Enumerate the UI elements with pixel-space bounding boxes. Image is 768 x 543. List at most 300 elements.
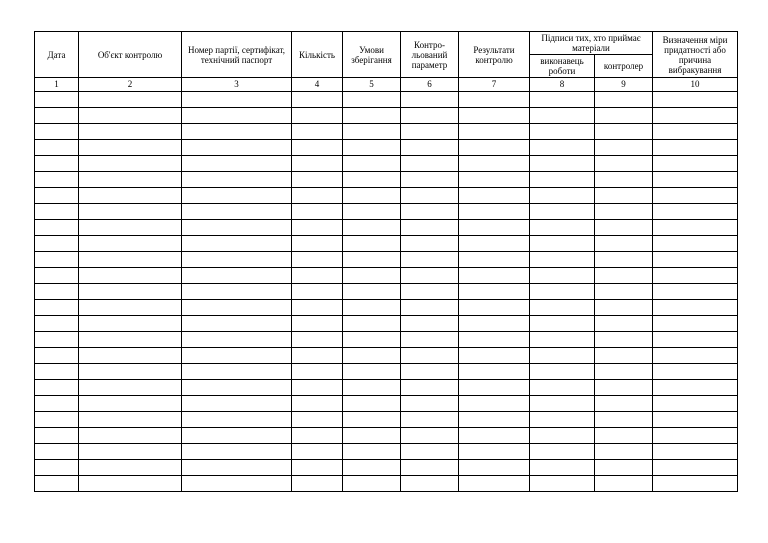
table-cell[interactable] — [79, 300, 182, 316]
table-cell[interactable] — [182, 172, 292, 188]
table-cell[interactable] — [459, 348, 530, 364]
table-cell[interactable] — [401, 476, 459, 492]
table-row — [35, 156, 738, 172]
table-cell[interactable] — [595, 380, 653, 396]
table-cell[interactable] — [459, 380, 530, 396]
table-cell[interactable] — [343, 252, 401, 268]
table-cell[interactable] — [401, 108, 459, 124]
table-cell[interactable] — [459, 156, 530, 172]
table-cell[interactable] — [653, 108, 738, 124]
table-cell[interactable] — [595, 252, 653, 268]
table-cell[interactable] — [182, 156, 292, 172]
table-cell[interactable] — [459, 220, 530, 236]
table-cell[interactable] — [35, 252, 79, 268]
table-row — [35, 444, 738, 460]
table-cell[interactable] — [35, 284, 79, 300]
table-cell[interactable] — [35, 220, 79, 236]
table-cell[interactable] — [595, 92, 653, 108]
table-cell[interactable] — [653, 188, 738, 204]
table-cell[interactable] — [292, 396, 343, 412]
table-cell[interactable] — [401, 460, 459, 476]
table-cell[interactable] — [343, 332, 401, 348]
table-cell[interactable] — [459, 300, 530, 316]
header-row — [35, 32, 738, 55]
table-cell[interactable] — [595, 268, 653, 284]
table-cell[interactable] — [401, 140, 459, 156]
table-cell[interactable] — [292, 284, 343, 300]
table-cell[interactable] — [401, 92, 459, 108]
table-cell[interactable] — [79, 428, 182, 444]
table-cell[interactable] — [401, 348, 459, 364]
table-cell[interactable] — [530, 476, 595, 492]
table-cell[interactable] — [401, 396, 459, 412]
table-cell[interactable] — [292, 204, 343, 220]
table-cell[interactable] — [182, 204, 292, 220]
table-cell[interactable] — [530, 140, 595, 156]
table-cell[interactable] — [653, 428, 738, 444]
table-cell[interactable] — [343, 284, 401, 300]
table-cell[interactable] — [182, 108, 292, 124]
inspection-journal-table — [34, 31, 738, 492]
table-cell[interactable] — [182, 300, 292, 316]
column-number: 5 — [343, 78, 401, 92]
table-cell[interactable] — [35, 364, 79, 380]
table-row — [35, 236, 738, 252]
table-cell[interactable] — [653, 172, 738, 188]
table-row — [35, 380, 738, 396]
table-cell[interactable] — [459, 476, 530, 492]
table-cell[interactable] — [595, 396, 653, 412]
table-cell[interactable] — [35, 172, 79, 188]
table-cell[interactable] — [79, 172, 182, 188]
table-cell[interactable] — [530, 92, 595, 108]
table-cell[interactable] — [79, 284, 182, 300]
header-batch: Номер партії, сертифікат, технічний паспорт — [182, 32, 292, 78]
table-cell[interactable] — [182, 460, 292, 476]
header-parameter: Контро-льований параметр — [401, 32, 459, 78]
table-cell[interactable] — [401, 316, 459, 332]
table-cell[interactable] — [343, 268, 401, 284]
table-cell[interactable] — [459, 252, 530, 268]
table-cell[interactable] — [653, 140, 738, 156]
table-cell[interactable] — [79, 140, 182, 156]
table-cell[interactable] — [401, 380, 459, 396]
table-cell[interactable] — [530, 188, 595, 204]
table-cell[interactable] — [343, 172, 401, 188]
table-cell[interactable] — [530, 332, 595, 348]
column-number-row — [35, 78, 738, 92]
table-cell[interactable] — [459, 332, 530, 348]
column-number: 7 — [459, 78, 530, 92]
table-cell[interactable] — [401, 188, 459, 204]
table-cell[interactable] — [292, 92, 343, 108]
table-cell[interactable] — [79, 332, 182, 348]
table-cell[interactable] — [182, 332, 292, 348]
table-cell[interactable] — [292, 300, 343, 316]
table-cell[interactable] — [401, 252, 459, 268]
table-cell[interactable] — [343, 316, 401, 332]
table-cell[interactable] — [459, 124, 530, 140]
table-cell[interactable] — [343, 460, 401, 476]
table-cell[interactable] — [530, 220, 595, 236]
table-row — [35, 252, 738, 268]
table-cell[interactable] — [530, 268, 595, 284]
table-cell[interactable] — [343, 380, 401, 396]
table-cell[interactable] — [595, 140, 653, 156]
table-cell[interactable] — [35, 476, 79, 492]
table-cell[interactable] — [530, 156, 595, 172]
table-cell[interactable] — [595, 220, 653, 236]
table-cell[interactable] — [292, 140, 343, 156]
table-cell[interactable] — [292, 172, 343, 188]
header-suitability: Визначення міри придатності або причина вибракування — [653, 32, 738, 78]
table-cell[interactable] — [459, 172, 530, 188]
table-cell[interactable] — [182, 476, 292, 492]
table-cell[interactable] — [35, 204, 79, 220]
table-cell[interactable] — [182, 444, 292, 460]
table-cell[interactable] — [343, 108, 401, 124]
header-date: Дата — [35, 32, 79, 78]
table-cell[interactable] — [35, 156, 79, 172]
table-cell[interactable] — [343, 156, 401, 172]
table-cell[interactable] — [343, 188, 401, 204]
table-cell[interactable] — [79, 380, 182, 396]
header-object: Об'єкт контролю — [79, 32, 182, 78]
table-cell[interactable] — [35, 92, 79, 108]
column-number: 3 — [182, 78, 292, 92]
table-cell[interactable] — [595, 348, 653, 364]
table-cell[interactable] — [35, 300, 79, 316]
table-cell[interactable] — [530, 396, 595, 412]
table-cell[interactable] — [653, 300, 738, 316]
table-cell[interactable] — [595, 108, 653, 124]
table-cell[interactable] — [595, 156, 653, 172]
table-cell[interactable] — [653, 380, 738, 396]
column-number: 2 — [79, 78, 182, 92]
table-cell[interactable] — [653, 156, 738, 172]
table-cell[interactable] — [530, 444, 595, 460]
table-row — [35, 188, 738, 204]
table-cell[interactable] — [530, 316, 595, 332]
table-cell[interactable] — [292, 268, 343, 284]
table-cell[interactable] — [343, 476, 401, 492]
table-cell[interactable] — [401, 124, 459, 140]
table-cell[interactable] — [343, 204, 401, 220]
header-results: Результати контролю — [459, 32, 530, 78]
table-cell[interactable] — [79, 444, 182, 460]
table-cell[interactable] — [292, 108, 343, 124]
table-cell[interactable] — [79, 108, 182, 124]
table-cell[interactable] — [459, 396, 530, 412]
table-cell[interactable] — [595, 124, 653, 140]
table-cell[interactable] — [79, 364, 182, 380]
table-cell[interactable] — [79, 348, 182, 364]
table-cell[interactable] — [35, 124, 79, 140]
header-signatures: Підписи тих, хто приймає матеріали — [530, 32, 653, 55]
table-cell[interactable] — [530, 364, 595, 380]
table-cell[interactable] — [35, 460, 79, 476]
table-cell[interactable] — [292, 412, 343, 428]
table-cell[interactable] — [459, 364, 530, 380]
table-cell[interactable] — [595, 300, 653, 316]
header-storage: Умови зберігання — [343, 32, 401, 78]
table-cell[interactable] — [79, 124, 182, 140]
table-cell[interactable] — [182, 428, 292, 444]
table-cell[interactable] — [653, 220, 738, 236]
table-cell[interactable] — [79, 188, 182, 204]
table-cell[interactable] — [653, 460, 738, 476]
table-cell[interactable] — [653, 124, 738, 140]
table-cell[interactable] — [292, 316, 343, 332]
table-cell[interactable] — [35, 348, 79, 364]
table-cell[interactable] — [595, 188, 653, 204]
table-cell[interactable] — [79, 252, 182, 268]
table-cell[interactable] — [35, 236, 79, 252]
table-cell[interactable] — [182, 92, 292, 108]
table-cell[interactable] — [653, 316, 738, 332]
table-cell[interactable] — [401, 204, 459, 220]
header-quantity: Кількість — [292, 32, 343, 78]
table-cell[interactable] — [35, 140, 79, 156]
table-row — [35, 108, 738, 124]
table-cell[interactable] — [653, 444, 738, 460]
table-cell[interactable] — [343, 348, 401, 364]
table-cell[interactable] — [182, 188, 292, 204]
table-cell[interactable] — [79, 236, 182, 252]
table-cell[interactable] — [292, 476, 343, 492]
table-cell[interactable] — [530, 252, 595, 268]
table-cell[interactable] — [459, 444, 530, 460]
table-cell[interactable] — [653, 476, 738, 492]
table-cell[interactable] — [292, 124, 343, 140]
table-cell[interactable] — [292, 428, 343, 444]
table-cell[interactable] — [459, 140, 530, 156]
table-cell[interactable] — [35, 332, 79, 348]
table-cell[interactable] — [35, 428, 79, 444]
table-cell[interactable] — [459, 268, 530, 284]
table-cell[interactable] — [530, 236, 595, 252]
table-cell[interactable] — [182, 268, 292, 284]
table-cell[interactable] — [35, 268, 79, 284]
table-cell[interactable] — [35, 188, 79, 204]
table-row — [35, 284, 738, 300]
table-cell[interactable] — [292, 444, 343, 460]
table-cell[interactable] — [459, 284, 530, 300]
table-cell[interactable] — [79, 92, 182, 108]
table-cell[interactable] — [459, 460, 530, 476]
table-cell[interactable] — [292, 380, 343, 396]
table-cell[interactable] — [79, 316, 182, 332]
table-cell[interactable] — [530, 348, 595, 364]
header-executor: виконавець роботи — [530, 55, 595, 78]
table-cell[interactable] — [35, 396, 79, 412]
table-cell[interactable] — [35, 108, 79, 124]
journal-body — [35, 92, 738, 492]
table-cell[interactable] — [653, 332, 738, 348]
table-cell[interactable] — [35, 444, 79, 460]
table-cell[interactable] — [292, 236, 343, 252]
table-row — [35, 300, 738, 316]
table-cell[interactable] — [343, 364, 401, 380]
table-cell[interactable] — [35, 380, 79, 396]
table-cell[interactable] — [182, 236, 292, 252]
table-cell[interactable] — [459, 316, 530, 332]
table-cell[interactable] — [595, 204, 653, 220]
table-row — [35, 124, 738, 140]
table-cell[interactable] — [459, 92, 530, 108]
table-cell[interactable] — [343, 124, 401, 140]
table-row — [35, 92, 738, 108]
table-cell[interactable] — [530, 124, 595, 140]
table-cell[interactable] — [530, 172, 595, 188]
table-cell[interactable] — [401, 428, 459, 444]
table-cell[interactable] — [595, 460, 653, 476]
table-row — [35, 460, 738, 476]
table-row — [35, 140, 738, 156]
table-cell[interactable] — [459, 204, 530, 220]
table-cell[interactable] — [343, 396, 401, 412]
table-cell[interactable] — [530, 412, 595, 428]
table-cell[interactable] — [595, 412, 653, 428]
table-row — [35, 172, 738, 188]
table-cell[interactable] — [343, 220, 401, 236]
table-cell[interactable] — [401, 236, 459, 252]
table-cell[interactable] — [292, 332, 343, 348]
table-cell[interactable] — [35, 412, 79, 428]
column-number: 4 — [292, 78, 343, 92]
table-cell[interactable] — [530, 300, 595, 316]
table-cell[interactable] — [595, 476, 653, 492]
table-cell[interactable] — [79, 204, 182, 220]
table-cell[interactable] — [35, 316, 79, 332]
table-cell[interactable] — [292, 364, 343, 380]
table-cell[interactable] — [595, 332, 653, 348]
table-cell[interactable] — [182, 284, 292, 300]
table-cell[interactable] — [459, 108, 530, 124]
table-cell[interactable] — [653, 364, 738, 380]
table-cell[interactable] — [343, 236, 401, 252]
table-cell[interactable] — [653, 236, 738, 252]
table-cell[interactable] — [401, 156, 459, 172]
table-cell[interactable] — [653, 92, 738, 108]
table-cell[interactable] — [530, 284, 595, 300]
table-cell[interactable] — [182, 380, 292, 396]
table-cell[interactable] — [595, 316, 653, 332]
table-cell[interactable] — [343, 412, 401, 428]
table-cell[interactable] — [343, 444, 401, 460]
table-cell[interactable] — [182, 412, 292, 428]
table-cell[interactable] — [79, 476, 182, 492]
table-row — [35, 332, 738, 348]
table-cell[interactable] — [292, 348, 343, 364]
table-cell[interactable] — [182, 124, 292, 140]
table-cell[interactable] — [182, 348, 292, 364]
table-row — [35, 316, 738, 332]
table-cell[interactable] — [530, 380, 595, 396]
table-row — [35, 204, 738, 220]
table-cell[interactable] — [653, 204, 738, 220]
table-row — [35, 364, 738, 380]
table-row — [35, 220, 738, 236]
table-cell[interactable] — [401, 172, 459, 188]
table-cell[interactable] — [343, 140, 401, 156]
table-cell[interactable] — [530, 108, 595, 124]
column-number: 1 — [35, 78, 79, 92]
table-cell[interactable] — [182, 220, 292, 236]
table-cell[interactable] — [595, 284, 653, 300]
table-cell[interactable] — [292, 220, 343, 236]
table-cell[interactable] — [292, 188, 343, 204]
table-cell[interactable] — [459, 236, 530, 252]
table-row — [35, 268, 738, 284]
table-cell[interactable] — [653, 348, 738, 364]
table-cell[interactable] — [79, 412, 182, 428]
table-cell[interactable] — [79, 460, 182, 476]
table-cell[interactable] — [595, 444, 653, 460]
table-cell[interactable] — [530, 460, 595, 476]
table-cell[interactable] — [401, 284, 459, 300]
table-cell[interactable] — [182, 252, 292, 268]
table-cell[interactable] — [182, 396, 292, 412]
table-cell[interactable] — [530, 204, 595, 220]
table-row — [35, 396, 738, 412]
table-cell[interactable] — [79, 220, 182, 236]
table-cell[interactable] — [182, 364, 292, 380]
table-cell[interactable] — [459, 188, 530, 204]
column-number: 6 — [401, 78, 459, 92]
table-cell[interactable] — [401, 220, 459, 236]
table-row — [35, 428, 738, 444]
table-cell[interactable] — [653, 284, 738, 300]
table-cell[interactable] — [653, 252, 738, 268]
column-number: 9 — [595, 78, 653, 92]
table-cell[interactable] — [343, 300, 401, 316]
table-cell[interactable] — [182, 140, 292, 156]
table-cell[interactable] — [401, 300, 459, 316]
table-cell[interactable] — [182, 316, 292, 332]
table-cell[interactable] — [292, 156, 343, 172]
table-cell[interactable] — [79, 396, 182, 412]
table-cell[interactable] — [595, 364, 653, 380]
table-cell[interactable] — [401, 444, 459, 460]
table-cell[interactable] — [401, 332, 459, 348]
table-cell[interactable] — [292, 252, 343, 268]
table-cell[interactable] — [530, 428, 595, 444]
table-cell[interactable] — [653, 412, 738, 428]
column-number: 10 — [653, 78, 738, 92]
table-cell[interactable] — [595, 236, 653, 252]
column-number: 8 — [530, 78, 595, 92]
table-cell[interactable] — [401, 268, 459, 284]
table-row — [35, 476, 738, 492]
table-cell[interactable] — [653, 396, 738, 412]
table-cell[interactable] — [595, 428, 653, 444]
table-cell[interactable] — [653, 268, 738, 284]
table-row — [35, 348, 738, 364]
table-cell[interactable] — [459, 428, 530, 444]
table-cell[interactable] — [401, 412, 459, 428]
table-cell[interactable] — [343, 92, 401, 108]
table-cell[interactable] — [79, 156, 182, 172]
table-cell[interactable] — [595, 172, 653, 188]
table-row — [35, 412, 738, 428]
table-cell[interactable] — [401, 364, 459, 380]
table-cell[interactable] — [292, 460, 343, 476]
table-cell[interactable] — [343, 428, 401, 444]
table-cell[interactable] — [459, 412, 530, 428]
table-cell[interactable] — [79, 268, 182, 284]
header-controller: контролер — [595, 55, 653, 78]
